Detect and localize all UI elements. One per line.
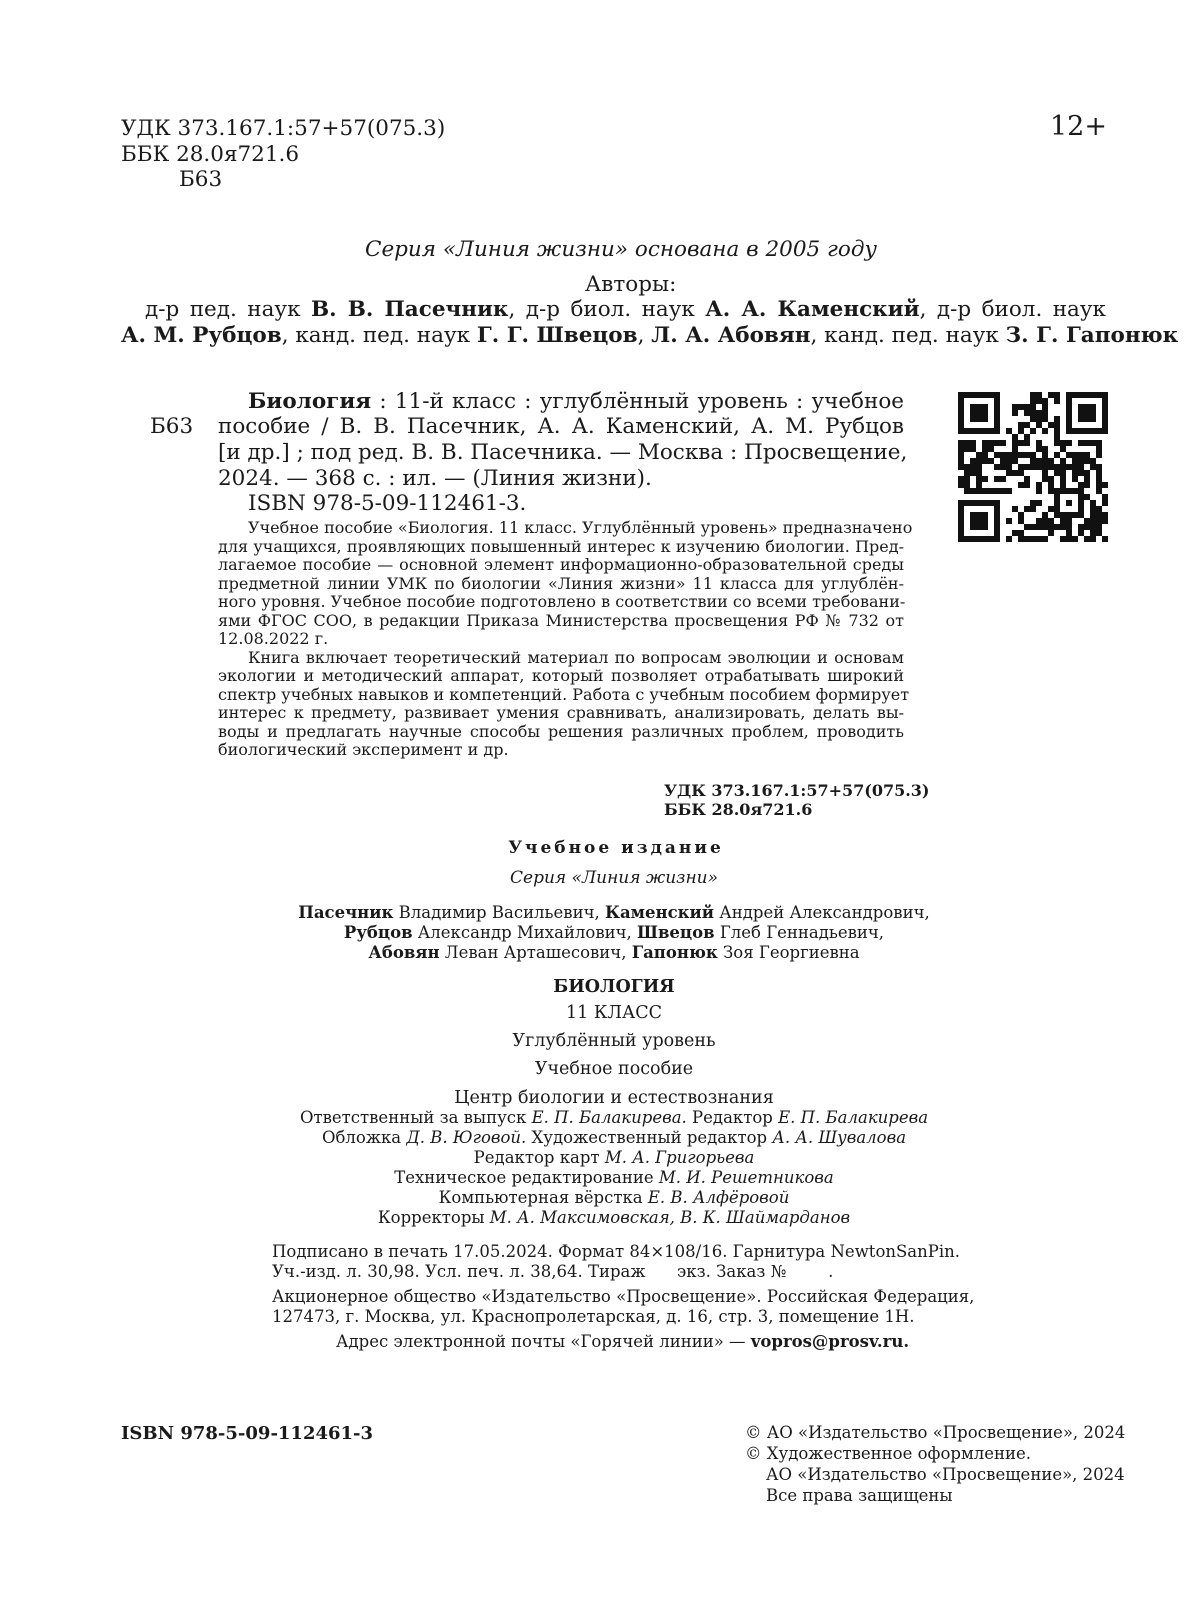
udk-code-bottom: УДК 373.167.1:57+57(075.3) [664, 781, 930, 800]
series-founded: Серия «Линия жизни» основана в 2005 году [365, 237, 877, 262]
given-names: Глеб Геннадьевич, [714, 923, 885, 942]
author-name: А. А. Каменский [705, 297, 920, 322]
credit-person: М. И. Решетникова [658, 1168, 834, 1187]
authors-line-2 [121, 323, 1179, 348]
qr-code-image [958, 392, 1108, 542]
surname: Каменский [604, 903, 715, 922]
annotation-line: для учащихся, проявляющих повышенный интерес к изучению биологии. Пред- [218, 536, 904, 556]
full-authors-line-1 [0, 903, 1200, 923]
full-authors-line-3 [0, 943, 1200, 963]
age-rating: 12+ [1050, 111, 1107, 142]
credit-role: Техническое редактирование [394, 1168, 659, 1187]
udk-code: УДК 373.167.1:57+57(075.3) [121, 116, 446, 141]
credit-role: Ответственный за выпуск [299, 1108, 532, 1127]
catalog-line-2: пособие / В. В. Пасечник, А. А. Каменский, А. М. Рубцов [218, 414, 904, 439]
annotation [218, 518, 913, 760]
catalog-isbn: ISBN 978-5-09-112461-3. [248, 491, 527, 516]
given-names: Андрей Александрович, [714, 903, 930, 922]
edition-type: Учебное издание [508, 838, 724, 858]
book-title: БИОЛОГИЯ [553, 977, 675, 997]
credit-person: М. А. Максимовская, В. К. Шаймарданов [489, 1208, 851, 1227]
credit-line [0, 1168, 1200, 1188]
author-part: д-р пед. наук [145, 297, 311, 322]
annotation-line: биологический эксперимент и др. [218, 740, 509, 759]
surname: Швецов [637, 923, 715, 942]
catalog-line-4: 2024. — 368 с. : ил. — (Линия жизни). [218, 466, 652, 491]
book-kind: Учебное пособие [534, 1059, 694, 1079]
copyright-2: © Художественное оформление. [745, 1444, 1032, 1463]
copyright-1: © АО «Издательство «Просвещение», 2024 [745, 1423, 1126, 1442]
annotation-line: Книга включает теоретический материал по вопросам эволюции и основам [248, 647, 904, 667]
annotation-line: лагаемое пособие — основной элемент информационно-образовательной среды [218, 555, 904, 574]
credit-role: Редактор карт [473, 1148, 605, 1167]
credit-line [0, 1148, 1200, 1168]
annotation-line: спектр учебных навыков и компетенций. Работа с учебным пособием формирует [218, 684, 910, 704]
given-names: Зоя Георгиевна [717, 943, 860, 962]
credit-person: Е. П. Балакирева. [531, 1108, 687, 1127]
isbn-bottom: ISBN 978-5-09-112461-3 [121, 1423, 374, 1444]
full-authors-line-2 [0, 923, 1200, 943]
author-part: , [637, 323, 652, 348]
annotation-line: воды и предлагать научные способы решения различных проблем, проводить [218, 721, 904, 741]
credit-person: Е. П. Балакирева [778, 1108, 929, 1127]
bbk-code: ББК 28.0я721.6 [121, 142, 300, 167]
author-name: Л. А. Абовян [651, 323, 811, 348]
publisher-address-1: Акционерное общество «Издательство «Просвещение». Российская Федерация, [272, 1287, 975, 1306]
book-level: Углублённый уровень [512, 1031, 716, 1051]
email-address: vopros@prosv.ru. [750, 1332, 910, 1351]
credit-role: Редактор [686, 1108, 779, 1127]
print-info-1: Подписано в печать 17.05.2024. Формат 84×108/16. Гарнитура NewtonSanPin. [272, 1242, 961, 1261]
surname: Абовян [368, 943, 440, 962]
annotation-line: экологии и методический аппарат, который позволяет отрабатывать широкий [218, 666, 904, 685]
credit-person: Д. В. Юговой. [406, 1128, 527, 1147]
given-names: Леван Арташесович, [439, 943, 632, 962]
author-part: , канд. пед. наук [281, 323, 477, 348]
credit-line [0, 1188, 1200, 1208]
print-info-2: Уч.-изд. л. 30,98. Усл. печ. л. 38,64. Тираж экз. Заказ № . [272, 1262, 834, 1281]
annotation-line: Учебное пособие «Биология. 11 класс. Углублённый уровень» предназначено [248, 518, 913, 537]
given-names: Александр Михайлович, [412, 923, 638, 942]
given-names: Владимир Васильевич, [393, 903, 605, 922]
series-name: Серия «Линия жизни» [510, 868, 718, 888]
surname: Гапонюк [631, 943, 718, 962]
credit-role: Корректоры [377, 1208, 490, 1227]
credit-role: Обложка [321, 1128, 407, 1147]
author-name: В. В. Пасечник [310, 297, 509, 322]
email-label: Адрес электронной почты «Горячей линии» — [336, 1332, 751, 1351]
author-part: , д-р биол. наук [919, 297, 1106, 322]
authors-line-1 [145, 297, 1106, 322]
author-part: , канд. пед. наук [810, 323, 1006, 348]
catalog-title: Биология [248, 389, 372, 414]
annotation-line: интерес к предмету, развивает умения сравнивать, анализировать, делать вы- [218, 703, 904, 722]
author-name: А. М. Рубцов [121, 323, 282, 348]
credit-person: М. А. Григорьева [604, 1148, 755, 1167]
center-name: Центр биологии и естествознания [454, 1088, 774, 1108]
annotation-line: ного уровня. Учебное пособие подготовлено в соответствии со всеми требовани- [218, 592, 906, 611]
author-name: Г. Г. Швецов [476, 323, 638, 348]
credit-person: А. А. Шувалова [772, 1128, 907, 1147]
catalog-line-1 [248, 389, 904, 414]
surname: Рубцов [343, 923, 413, 942]
email-line [336, 1332, 909, 1352]
credit-line [0, 1208, 1200, 1228]
credit-line [0, 1128, 1200, 1148]
author-mark: Б63 [179, 167, 223, 192]
credit-role: Компьютерная вёрстка [438, 1188, 648, 1207]
surname: Пасечник [298, 903, 394, 922]
credit-role: Художественный редактор [526, 1128, 773, 1147]
credits [0, 1108, 1200, 1228]
author-part: , д-р биол. наук [508, 297, 706, 322]
catalog-part: : 11-й класс : углублённый уровень : учебное [371, 389, 904, 414]
annotation-line: предметной линии УМК по биологии «Линия жизни» 11 класса для углублён- [218, 573, 904, 593]
bbk-code-bottom: ББК 28.0я721.6 [664, 800, 813, 819]
publisher-address-2: 127473, г. Москва, ул. Краснопролетарская, д. 16, стр. 3, помещение 1Н. [272, 1307, 915, 1326]
copyright-4: Все права защищены [766, 1486, 953, 1505]
book-grade: 11 КЛАСС [565, 1003, 662, 1023]
author-name: З. Г. Гапонюк [1005, 323, 1179, 348]
credit-person: Е. В. Алфёровой [647, 1188, 790, 1207]
catalog-line-3: [и др.] ; под ред. В. В. Пасечника. — Москва : Просвещение, [218, 440, 908, 465]
copyright-3: АО «Издательство «Просвещение», 2024 [766, 1465, 1125, 1484]
catalog-code: Б63 [150, 414, 194, 439]
credit-line [0, 1108, 1200, 1128]
authors-heading: Авторы: [585, 272, 677, 297]
annotation-line: ями ФГОС СОО, в редакции Приказа Министерства просвещения РФ № 732 от [218, 610, 904, 630]
annotation-line: 12.08.2022 г. [218, 629, 329, 648]
